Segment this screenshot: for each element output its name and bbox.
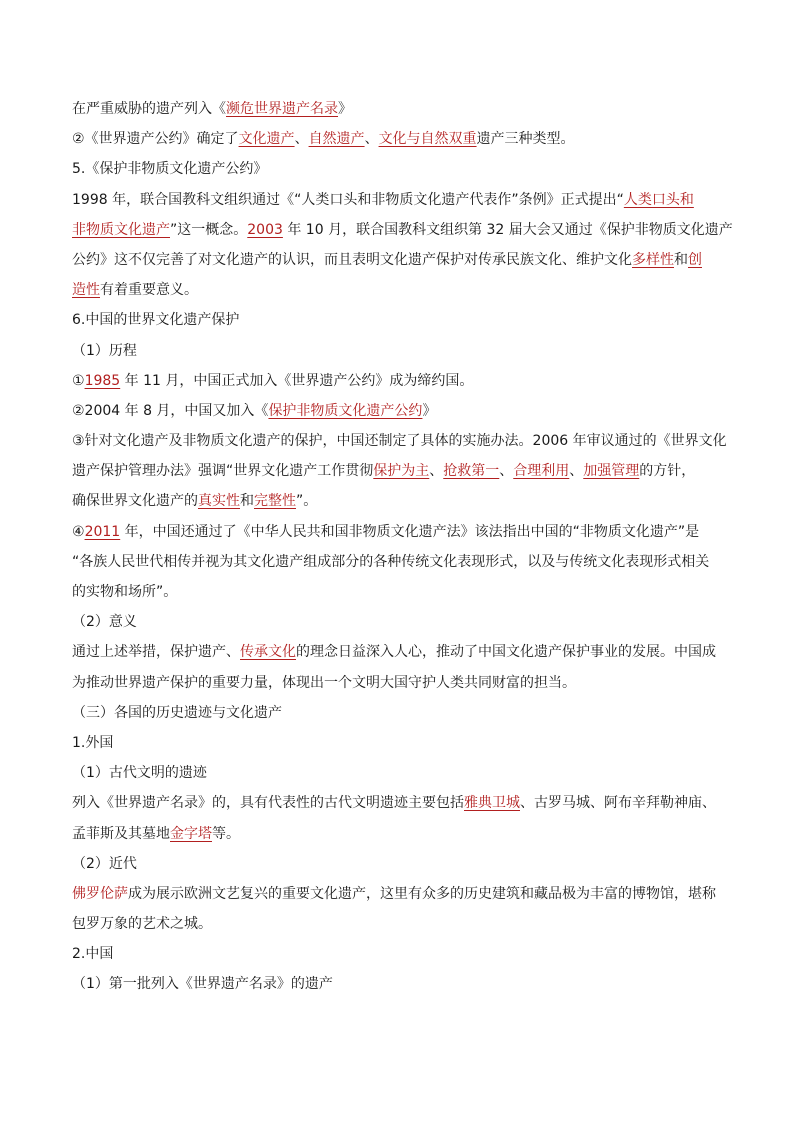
text-line (72, 456, 722, 486)
text-segment: ”。 (296, 493, 318, 510)
text-segment: 年 11 月，中国正式加入《世界遗产公约》成为缔约国。 (120, 372, 474, 389)
text-line (72, 486, 722, 516)
text-line (72, 939, 722, 969)
key-term: 完整性 (254, 493, 296, 510)
text-line (72, 426, 727, 456)
text-segment: 、 (499, 463, 514, 480)
key-term: 传承文化 (240, 644, 296, 661)
text-segment: ”这一概念。 (170, 221, 248, 238)
text-line (72, 154, 722, 184)
text-segment: 列入《世界遗产名录》的，具有代表性的古代文明遗迹主要包括 (72, 795, 464, 812)
text-segment: ②《世界遗产公约》确定了 (72, 131, 239, 148)
text-line (72, 185, 722, 215)
text-segment: 1998 年，联合国教科文组织通过《“人类口头和非物质文化遗产代表作”条例》正式提出“ (72, 191, 624, 208)
key-term: 真实性 (198, 493, 240, 510)
text-line (72, 396, 722, 426)
text-segment: 的理念日益深入人心，推动了中国文化遗产保护事业的发展。中国成 (296, 644, 716, 661)
text-segment: 遗产三种类型。 (476, 131, 575, 148)
text-segment: 、古罗马城、阿布辛拜勒神庙、 (520, 795, 716, 812)
text-line (72, 215, 733, 245)
text-line (72, 788, 722, 818)
text-segment: （1）古代文明的遗迹 (72, 765, 207, 782)
text-segment: 、 (569, 463, 584, 480)
text-line (72, 124, 722, 154)
key-term: 保护为主 (373, 463, 430, 480)
text-segment: 在严重威胁的遗产列入《 (72, 101, 226, 117)
text-line (72, 607, 722, 637)
key-term: 加强管理 (583, 463, 640, 480)
text-segment: 1.外国 (72, 734, 114, 751)
text-segment: 的实物和场所”。 (72, 584, 178, 600)
text-segment: 等。 (212, 825, 240, 842)
text-line (72, 969, 722, 999)
key-term: 合理利用 (513, 463, 570, 480)
text-line (72, 336, 722, 366)
key-term: 抢救第一 (443, 463, 500, 480)
text-line (72, 698, 722, 728)
text-segment: （2）意义 (72, 614, 137, 631)
key-term: 2003 (247, 221, 283, 238)
text-segment: 孟菲斯及其墓地 (72, 825, 170, 842)
text-line (72, 728, 722, 758)
key-term: 多样性 (632, 251, 674, 268)
text-line (72, 517, 722, 547)
text-line (72, 547, 722, 577)
text-segment: ②2004 年 8 月，中国又加入《 (72, 402, 269, 419)
text-line (72, 275, 722, 305)
key-term: 自然遗产 (308, 131, 365, 148)
text-segment: 通过上述举措，保护遗产、 (72, 644, 240, 661)
key-term: 1985 (84, 372, 121, 389)
text-segment: 6.中国的世界文化遗产保护 (72, 312, 240, 329)
text-segment: 》 (338, 101, 352, 117)
text-segment: 年，中国还通过了《中华人民共和国非物质文化遗产法》该法指出中国的“非物质文化遗产”是 (120, 523, 700, 540)
text-segment: 年 10 月，联合国教科文组织第 32 届大会又通过《保护非物质文化遗产 (282, 221, 733, 238)
key-term: 保护非物质文化遗产公约 (268, 402, 423, 419)
text-segment: 5.《保护非物质文化遗产公约》 (72, 161, 268, 178)
text-line (72, 305, 722, 335)
text-segment: 》 (422, 402, 437, 419)
text-segment: 公约》这不仅完善了对文化遗产的认识，而且表明文化遗产保护对传承民族文化、维护文化 (72, 251, 632, 268)
text-segment: 有着重要意义。 (100, 282, 198, 299)
text-line (72, 879, 722, 909)
key-term: 佛罗伦萨 (72, 885, 128, 902)
text-segment: 、 (364, 131, 379, 148)
text-segment: ③针对文化遗产及非物质文化遗产的保护，中国还制定了具体的实施办法。2006 年审议通过的《世界文化 (72, 433, 727, 450)
key-term: 创 (688, 251, 702, 268)
text-line (72, 668, 722, 698)
text-segment: 、 (294, 131, 309, 148)
text-line (72, 758, 722, 788)
text-segment: （1）第一批列入《世界遗产名录》的遗产 (72, 976, 333, 993)
text-line (72, 366, 722, 396)
text-segment: 、 (429, 463, 444, 480)
key-term: 2011 (84, 523, 121, 540)
key-term: 造性 (72, 282, 100, 299)
key-term: 人类口头和 (623, 191, 694, 208)
text-segment: ① (72, 372, 85, 389)
key-term: 金字塔 (170, 825, 212, 842)
text-segment: 遗产保护管理办法》强调“世界文化遗产工作贯彻 (72, 463, 374, 480)
text-segment: 的方针， (639, 463, 696, 480)
text-line (72, 819, 722, 849)
text-line (72, 94, 722, 124)
key-term: 濒危世界遗产名录 (226, 101, 338, 117)
document-body (72, 94, 733, 1000)
key-term: 文化遗产 (238, 131, 295, 148)
text-segment: 2.中国 (72, 946, 114, 963)
key-term: 非物质文化遗产 (72, 221, 170, 238)
text-line (72, 909, 722, 939)
text-segment: 成为展示欧洲文艺复兴的重要文化遗产，这里有众多的历史建筑和藏品极为丰富的博物馆，堪称 (128, 885, 716, 902)
text-segment: 包罗万象的艺术之城。 (72, 916, 212, 933)
text-segment: 确保世界文化遗产的 (72, 493, 198, 510)
text-line (72, 245, 722, 275)
text-segment: （2）近代 (72, 855, 137, 872)
text-segment: 和 (240, 493, 254, 510)
text-segment: 和 (674, 251, 688, 268)
text-line (72, 637, 722, 667)
text-line (72, 577, 722, 607)
text-line (72, 849, 722, 879)
text-segment: “各族人民世代相传并视为其文化遗产组成部分的各种传统文化表现形式，以及与传统文化表现形式相关 (72, 553, 710, 570)
text-segment: ④ (72, 523, 85, 540)
key-term: 雅典卫城 (464, 795, 520, 812)
text-segment: （三）各国的历史遗迹与文化遗产 (72, 704, 282, 721)
text-segment: （1）历程 (72, 342, 137, 359)
key-term: 文化与自然双重 (378, 131, 477, 148)
text-segment: 为推动世界遗产保护的重要力量，体现出一个文明大国守护人类共同财富的担当。 (72, 674, 576, 691)
